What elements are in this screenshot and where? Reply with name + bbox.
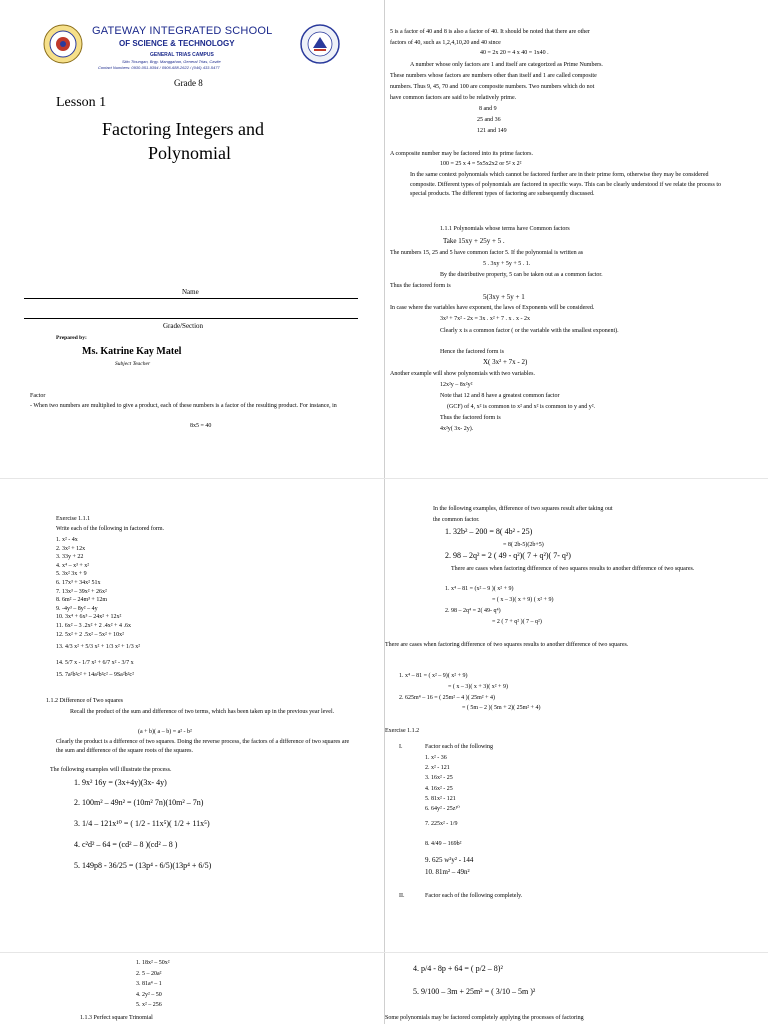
example-line: 1. x⁴ – 81 = ( x² – 9)( x² + 9) <box>399 673 468 679</box>
list-item: 3. 81a⁴ – 1 <box>136 981 162 987</box>
section-heading: 1.1.3 Perfect square Trinomial <box>80 1015 153 1021</box>
list-item: 4. 2y² – 50 <box>136 991 162 998</box>
text-line: 12x²y – 8x²y² <box>440 382 473 388</box>
text-line: By the distributive property, 5 can be taken out as a common factor. <box>440 272 603 278</box>
lesson-label: Lesson 1 <box>56 95 107 110</box>
text-line: 4x²y( 3x- 2y). <box>440 426 474 432</box>
section-heading: 1.1.2 Difference of Two squares <box>46 698 124 704</box>
text-line: 40 = 2x 20 = 4 x 40 = 1x40 . <box>480 50 549 56</box>
list-item: 2. x² - 121 <box>425 765 450 772</box>
text-line: 100 = 25 x 4 = 5x5x2x2 or 5² x 2² <box>440 161 522 167</box>
text-line: These numbers whose factors are numbers other than itself and 1 are called composite <box>390 73 597 79</box>
prepared-by-label: Prepared by: <box>56 335 87 341</box>
list-item: 9. 625 w²y² - 144 <box>425 856 474 865</box>
list-item: 6. 64y² - 25z¹⁰ <box>425 806 460 813</box>
list-item: 1. x² - 36 <box>425 755 447 761</box>
exercise-list <box>425 753 473 878</box>
school-campus: GENERAL TRIAS CAMPUS <box>150 52 214 58</box>
lesson-title-line2: Polynomial <box>148 143 232 163</box>
example-line: 1. x⁴ – 81 = (x² – 9 )( x² + 9) <box>445 586 514 592</box>
page-factors <box>385 0 768 470</box>
grade-label: Grade 8 <box>174 78 203 88</box>
text-line: Some polynomials may be factored completely applying the processes of factoring <box>385 1015 584 1021</box>
grade-section-label: Grade/Section <box>163 322 204 330</box>
school-seal-icon <box>43 24 83 64</box>
name-line <box>24 298 358 299</box>
example-line: 1. 9x² 16y = (3x+4y)(3x- 4y) <box>74 778 167 787</box>
text-line: In case where the variables have exponent, the laws of Exponents will be considered. <box>390 305 595 311</box>
list-item: 9. -4y³ – 8y² – 4y <box>56 605 98 612</box>
example-line: 4. p/4 - 8p + 64 = ( p/2 – 8)² <box>413 964 503 973</box>
exercise-title: Exercise 1.1.2 <box>385 728 420 734</box>
list-item: 12. 5x² + 2 .5x² – 5x² + 10x² <box>56 631 124 638</box>
list-item: 3. 16x² - 25 <box>425 775 453 782</box>
list-item: 11. 6x² – 3 .2x² + 2 .4x² + 4 .6x <box>56 622 131 629</box>
example-line: 5. 149p8 - 36/25 = (13p⁴ - 6/5)(13p⁴ + 6/5) <box>74 861 212 870</box>
lesson-title-line1: Factoring Integers and <box>102 119 264 139</box>
section-heading: 1.1.1 Polynomials whose terms have Common factors <box>440 226 570 232</box>
list-item: 8. 6m² – 24m³ + 12m <box>56 597 107 604</box>
list-item: 13. 4/3 x² + 5/3 x² + 1/3 x² + 1/3 x² <box>56 644 141 651</box>
text-line: 3x³ + 7x² - 2x = 3x . x² + 7 . x . x - 2x <box>440 316 531 322</box>
formula: (a + b)( a – b) = a² - b² <box>138 729 192 735</box>
example-line: = 8( 2b-5)(2b+5) <box>503 542 544 548</box>
paragraph: Recall the product of the sum and difference of two terms, which has been taken up in the previous year level. <box>70 709 335 715</box>
list-item: 2. 5 – 20a² <box>136 970 162 977</box>
text-line: factors of 40, such as 1,2,4,10,20 and 40 since <box>390 40 501 46</box>
page-exercise-4 <box>385 955 768 1024</box>
prime-pair: 25 and 36 <box>477 117 501 123</box>
example-line: 4. c²d² – 64 = (cd² – 8 )(cd² – 8 ) <box>74 840 178 849</box>
list-item: 7. 13x³ – 39x² + 26x² <box>56 588 107 595</box>
example-line: 5. 9/100 – 3m + 25m² = ( 3/10 – 5m )² <box>413 987 536 996</box>
text-line: In the following examples, difference of two squares result after taking out <box>433 506 613 512</box>
text-line: (GCF) of 4, x² is common to x² and x² is common to y and y². <box>447 404 596 410</box>
text-line: A number whose only factors are 1 and itself are categorized as Prime Numbers. <box>410 62 603 68</box>
part-instructions: Factor each of the following <box>425 744 493 750</box>
text-line: A composite number may be factored into its prime factors. <box>390 151 533 157</box>
text-line: Another example will show polynomials with two variables. <box>390 371 535 377</box>
list-item: 5. 81x² - 121 <box>425 795 456 802</box>
example-line: 2. 625m⁴ – 16 = ( 25m² – 4 )( 25m² + 4) <box>399 695 495 701</box>
example-line: 2. 98 – 2q⁴ = 2( 49- q⁴) <box>445 608 501 614</box>
page-divider-horizontal <box>0 478 768 479</box>
list-item: 14. 5/7 x - 1/7 x² + 6/7 x² - 3/7 x <box>56 660 134 667</box>
text-line: have common factors are said to be relatively prime. <box>390 95 517 101</box>
list-item: 1. x² - 4x <box>56 537 78 543</box>
prime-pair: 121 and 149 <box>477 128 507 134</box>
list-item: 10. 81m² – 49n² <box>425 868 470 877</box>
page-cover <box>0 0 384 470</box>
list-item: 10. 3x⁴ + 6x³ – 24x² + 12x² <box>56 614 122 621</box>
exercise-list <box>56 536 140 680</box>
text-line: Clearly x is a common factor ( or the variable with the smallest exponent). <box>440 328 619 334</box>
paragraph: There are cases when factoring difference of two squares results to another difference of two squares. <box>385 642 629 648</box>
name-label: Name <box>182 288 199 296</box>
text-line: Note that 12 and 8 have a greatest common factor <box>440 393 560 399</box>
factor-definition: - When two numbers are multiplied to give a product, each of these numbers is a factor of the resulting product. For instance, in <box>30 403 337 409</box>
paragraph: In the same context polynomials which cannot be factored further are in their prime form, otherwise they may be considered composite. Different types of polynomials are factored in specific ways. This can be clearly understood if we relate the process to special products. The different types of factoring are subsequently discussed. <box>410 172 722 198</box>
list-item: 6. 17x³ + 34x² 51x <box>56 579 101 586</box>
text-line: numbers. Thus 9, 45, 70 and 100 are composite numbers. Two numbers which do not <box>390 84 595 90</box>
list-item: 4. x⁴ – x³ + x² <box>56 562 90 569</box>
text-line: Take 15xy + 25y + 5 . <box>443 237 505 245</box>
list-item: 5. x² – 256 <box>136 1002 162 1008</box>
text-line: X( 3x² + 7x - 2) <box>483 358 528 366</box>
text-line: The following examples will illustrate the process. <box>50 767 172 773</box>
exercise-instructions: Write each of the following in factored form. <box>56 526 165 532</box>
school-contact: Contact Numbers: 0930-051-9394 / 0906-688-2622 / (046) 433-5477 <box>98 65 220 70</box>
grade-section-line <box>24 318 358 319</box>
text-line: The numbers 15, 25 and 5 have common factor 5. If the polynomial is written as <box>390 250 584 256</box>
text-line: Hence the factored form is <box>440 349 504 355</box>
factor-term: Factor <box>30 393 46 399</box>
deped-seal-icon <box>300 24 340 64</box>
exercise-list <box>136 958 170 1011</box>
list-item: 8. 4/49 – 169b² <box>425 841 462 848</box>
example-line: = ( x – 3)( x + 3)( x² + 9) <box>448 684 508 690</box>
example-line: 2. 98 – 2q² = 2 ( 49 - q²)( 7 + q²)( 7- q²) <box>445 551 571 560</box>
page-divider-horizontal <box>0 952 768 953</box>
example-line: = 2 ( 7 + q² )( 7 – q²) <box>492 619 542 625</box>
list-item: 2. 3x² + 12x <box>56 545 86 552</box>
paragraph: There are cases when factoring difference of two squares results to another difference of two squares. <box>451 566 695 572</box>
text-line: 5 is a factor of 40 and 8 is also a factor of 40. It should be noted that there are other <box>390 29 590 35</box>
page-exercise-3 <box>0 955 384 1024</box>
page-exercise-1 <box>0 485 384 950</box>
list-item: 1. 18x² – 50x² <box>136 960 170 966</box>
example-line: = ( 5m – 2 )( 5m + 2)( 25m² + 4) <box>462 705 541 711</box>
school-subtitle: OF SCIENCE & TECHNOLOGY <box>119 39 235 48</box>
part-instructions: Factor each of the following completely. <box>425 893 523 899</box>
page-exercise-2 <box>385 485 768 950</box>
list-item: 3. 33y + 22 <box>56 554 84 561</box>
list-item: 5. 3x² 3x + 9 <box>56 571 87 578</box>
text-line: Thus the factored form is <box>440 415 501 421</box>
school-address: Sitio Tinungan, Brgy. Manggahan, General Trias, Cavite <box>122 59 221 64</box>
part-label: I. <box>399 744 403 750</box>
example-line: 2. 100m² – 49n² = (10m² 7n)(10m² – 7n) <box>74 798 204 807</box>
list-item: 7. 225x² - 1/9 <box>425 821 458 828</box>
teacher-name: Ms. Katrine Kay Matel <box>82 346 182 357</box>
text-line: 5(3xy + 5y + 1 <box>483 293 525 301</box>
paragraph: Clearly the product is a difference of two squares. Doing the reverse process, the factors of a difference of two squares are the sum and difference of the square roots of the squares. <box>56 739 350 754</box>
list-item: 4. 16x² - 25 <box>425 785 453 792</box>
school-name: GATEWAY INTEGRATED SCHOOL <box>92 25 273 37</box>
teacher-role: Subject Teacher <box>115 361 151 367</box>
example-line: 3. 1/4 – 121x¹⁰ = ( 1/2 - 11x⁵)( 1/2 + 11x⁵) <box>74 819 210 828</box>
example-line: 1. 32b² – 200 = 8( 4b² - 25) <box>445 527 533 536</box>
factor-example: 8x5 = 40 <box>190 423 212 429</box>
text-line: Thus the factored form is <box>390 283 451 289</box>
exercise-title: Exercise 1.1.1 <box>56 516 91 522</box>
example-line: = ( x – 3)( x + 9) ( x² + 9) <box>492 597 554 603</box>
text-line: the common factor. <box>433 517 480 523</box>
prime-pair: 8 and 9 <box>479 106 497 112</box>
text-line: 5 . 3xy + 5y + 5 . 1. <box>483 261 531 267</box>
list-item: 15. 7a²b²c² + 14a²b²c² – 9Sa²b²c² <box>56 672 134 679</box>
part-label: II. <box>399 893 405 899</box>
